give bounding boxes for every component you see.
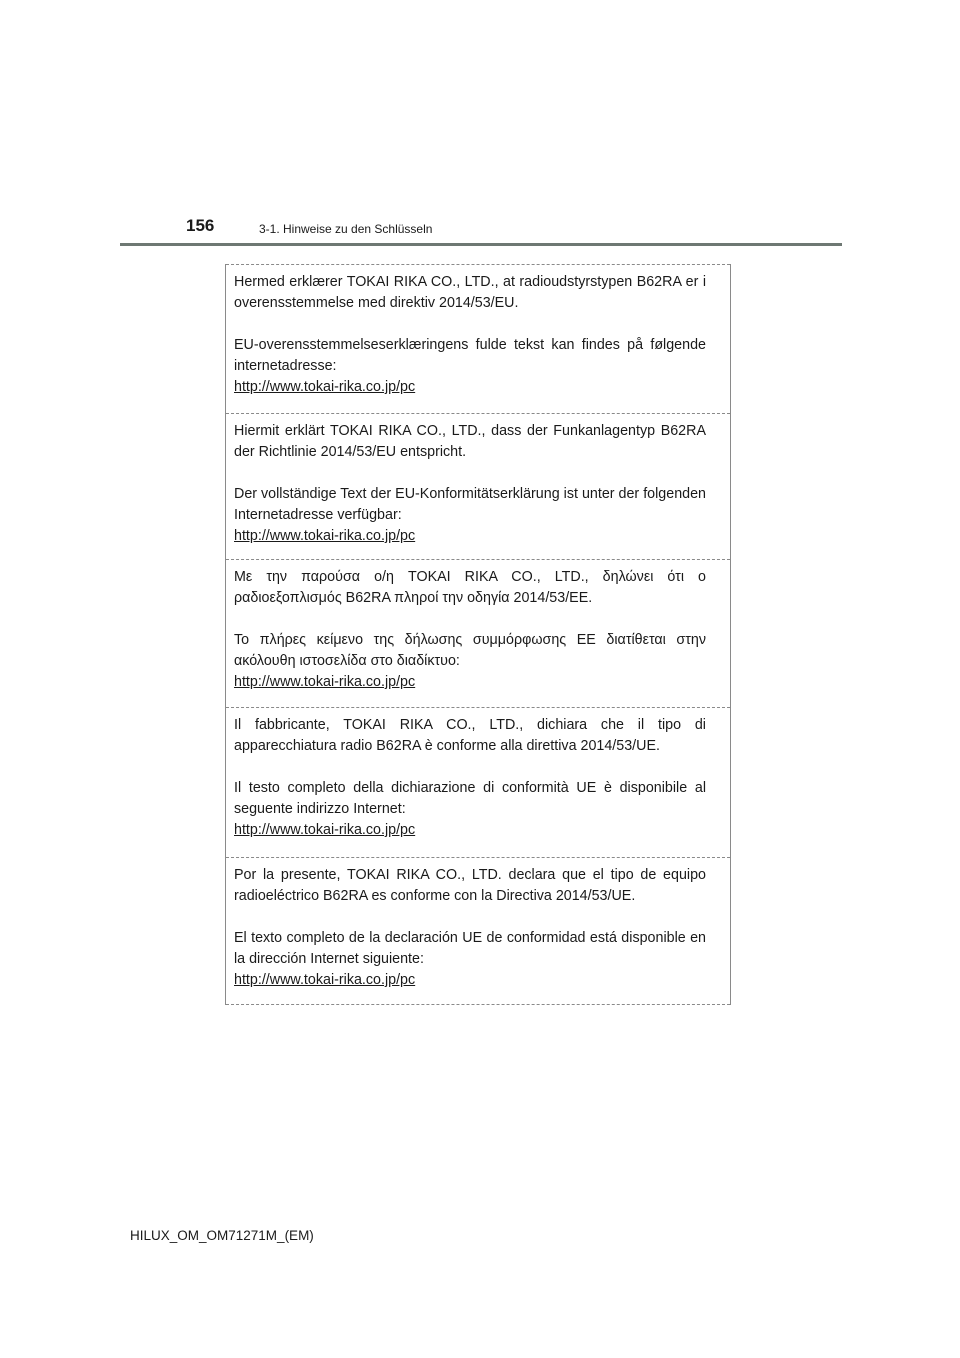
declaration-link[interactable]: http://www.tokai-rika.co.jp/pc	[234, 674, 416, 690]
availability-text: EU-overensstemmelseserklæringens fulde tekst kan findes på følgende internetadresse:	[234, 337, 706, 374]
page-number: 156	[186, 216, 215, 235]
declaration-availability	[234, 630, 706, 693]
declaration-greek	[226, 559, 730, 707]
declaration-spanish	[226, 857, 730, 1005]
declaration-statement: Por la presente, TOKAI RIKA CO., LTD. declara que el tipo de equipo radioeléctrico B62RA es conforme con la Directiva 2014/53/UE.	[234, 867, 706, 904]
header-divider	[120, 243, 842, 246]
declaration-statement: Με την παρούσα ο/η TOKAI RIKA CO., LTD., δηλώνει ότι ο ραδιοεξοπλισμός B62RA πληροί την οδηγία 2014/53/ΕΕ.	[234, 569, 706, 606]
declaration-link[interactable]: http://www.tokai-rika.co.jp/pc	[234, 379, 416, 395]
availability-text: Το πλήρες κείμενο της δήλωσης συμμόρφωσης ΕΕ διατίθεται στην ακόλουθη ιστοσελίδα στο διαδίκτυο:	[234, 632, 706, 669]
declaration-statement: Hermed erklærer TOKAI RIKA CO., LTD., at radioudstyrstypen B62RA er i overensstemmelse med direktiv 2014/53/EU.	[234, 274, 706, 311]
section-title: 3-1. Hinweise zu den Schlüsseln	[259, 222, 433, 236]
availability-text: Der vollständige Text der EU-Konformitätserklärung ist unter der folgenden Internetadresse verfügbar:	[234, 486, 706, 523]
declaration-link[interactable]: http://www.tokai-rika.co.jp/pc	[234, 972, 416, 988]
declaration-availability	[234, 778, 706, 841]
declaration-german	[226, 413, 730, 559]
declaration-italian	[226, 707, 730, 857]
document-code: HILUX_OM_OM71271M_(EM)	[130, 1228, 314, 1243]
declarations-box	[225, 264, 731, 1005]
declaration-statement: Hiermit erklärt TOKAI RIKA CO., LTD., dass der Funkanlagentyp B62RA der Richtlinie 2014/53/EU entspricht.	[234, 423, 706, 460]
availability-text: Il testo completo della dichiarazione di conformità UE è disponibile al seguente indirizzo Internet:	[234, 780, 706, 817]
declaration-statement: Il fabbricante, TOKAI RIKA CO., LTD., dichiara che il tipo di apparecchiatura radio B62RA è conforme alla direttiva 2014/53/UE.	[234, 717, 706, 754]
availability-text: El texto completo de la declaración UE de conformidad está disponible en la dirección Internet siguiente:	[234, 930, 706, 967]
declaration-link[interactable]: http://www.tokai-rika.co.jp/pc	[234, 822, 416, 838]
declaration-danish	[226, 264, 730, 413]
declaration-availability	[234, 335, 706, 398]
declaration-availability	[234, 484, 706, 547]
declaration-availability	[234, 928, 706, 991]
page-header	[0, 0, 960, 250]
declaration-link[interactable]: http://www.tokai-rika.co.jp/pc	[234, 528, 416, 544]
